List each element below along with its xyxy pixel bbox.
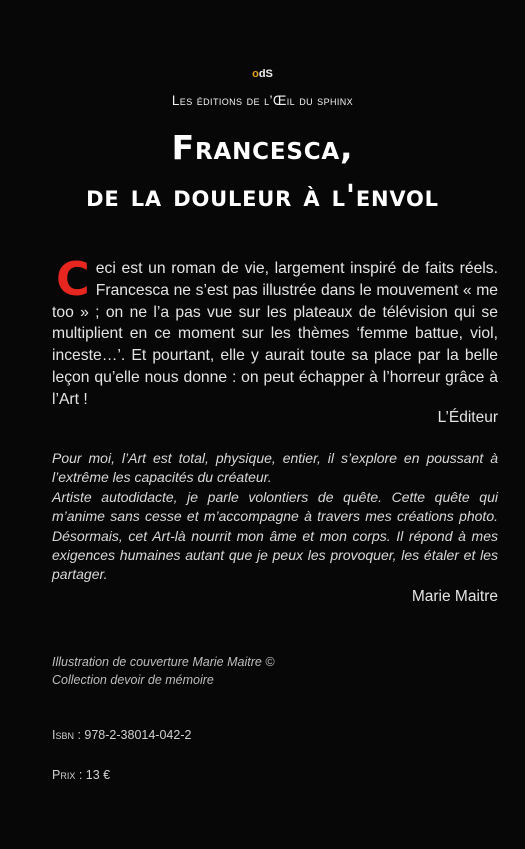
book-title-line-1: Francesca, xyxy=(171,128,354,167)
drop-cap: C xyxy=(56,252,90,306)
book-title-line-2: de la douleur à l'envol xyxy=(86,179,439,214)
blurb-text xyxy=(52,252,498,411)
price-label: Prix xyxy=(52,768,76,782)
price-value: : 13 € xyxy=(75,768,111,782)
publisher-logo xyxy=(0,67,525,81)
publisher-name: Les éditions de l’Œil du sphinx xyxy=(171,93,354,108)
logo-mark: odS xyxy=(252,68,273,80)
illustration-credit: Illustration de couverture Marie Maitre © xyxy=(52,655,275,669)
editor-signature: L’Éditeur xyxy=(437,409,498,426)
blurb-body: eci est un roman de vie, largement inspiré de faits réels. Francesca ne s’est pas illustrée dans le mouvement « me too » ; on ne l’a pas vue sur les plateaux de télévision qui se multiplient en ce moment sur les thèmes ‘femme battue, viol, inceste…’. Et pourtant, elle y aurait toute sa place par la belle leçon qu’elle nous donne : on peut échapper à l’horreur grâce à l’Art ! xyxy=(52,260,498,408)
isbn xyxy=(52,728,191,742)
quote-paragraph: Artiste autodidacte, je parle volontiers de quête. Cette quête qui m’anime sans cesse et m’accompagne à travers mes créations photo. Désormais, cet Art-là nourrit mon âme et mon corps. Il répond à mes exigences humaines autant que je peux les provoquer, les étaler et les partager. xyxy=(52,488,498,583)
price xyxy=(52,768,110,782)
isbn-value: : 978-2-38014-042-2 xyxy=(73,728,192,742)
author-signature: Marie Maitre xyxy=(411,588,498,605)
collection-name: Collection devoir de mémoire xyxy=(52,673,214,687)
isbn-label: Isbn xyxy=(52,728,74,742)
author-quote xyxy=(52,449,498,585)
cover-credits xyxy=(52,653,498,689)
quote-paragraph: Pour moi, l’Art est total, physique, entier, il s’explore en poussant à l’extrême les capacités du créateur. xyxy=(52,450,498,486)
